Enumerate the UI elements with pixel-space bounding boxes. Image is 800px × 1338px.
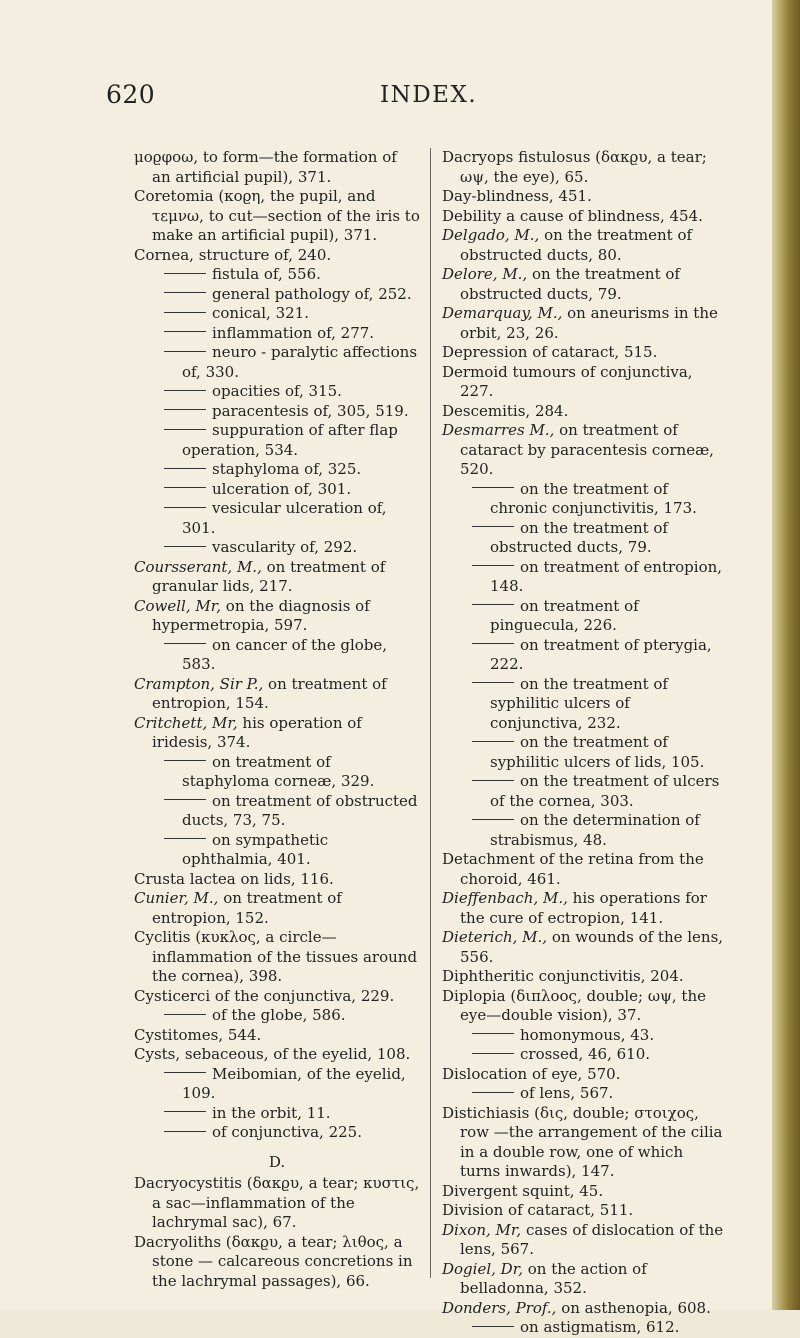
subentry-text: vascularity of, 292.	[212, 538, 358, 556]
subentry-text: fistula of, 556.	[212, 265, 321, 283]
index-subentry	[134, 1065, 420, 1104]
subentry-text: neuro - paralytic affections of, 330.	[182, 343, 418, 381]
entry-text: cases of dislocation of the lens, 567.	[460, 1220, 724, 1258]
index-entry	[442, 850, 726, 889]
repeat-dash	[164, 351, 206, 352]
repeat-dash	[164, 643, 206, 644]
entry-text: Dacryoliths (δακϱυ, a tear; λιθος, a stone — calcareous concretions in the lachrymal passages), 66.	[134, 1232, 413, 1290]
subentry-text: on the treatment of chronic conjunctivitis, 173.	[490, 479, 697, 517]
subentry-text: vesicular ulceration of, 301.	[182, 499, 387, 537]
index-subentry	[134, 265, 420, 285]
repeat-dash	[164, 292, 206, 293]
repeat-dash	[164, 507, 206, 508]
subentry-text: on sympathetic ophthalmia, 401.	[182, 830, 329, 868]
entry-text: Coretomia (κοϱη, the pupil, and τεμνω, to cut—section of the iris to make an artificial pupil), 371.	[134, 187, 420, 244]
index-subentry	[442, 558, 726, 597]
entry-text: Cornea, structure of, 240.	[134, 245, 332, 264]
subentry-text: on the determination of strabismus, 48.	[490, 811, 700, 849]
index-subentry	[134, 1006, 420, 1026]
subentry-text: homonymous, 43.	[520, 1025, 655, 1044]
entry-text: Dislocation of eye, 570.	[442, 1064, 621, 1083]
repeat-dash	[472, 1033, 514, 1034]
author-name: Cunier, M.,	[134, 889, 219, 907]
book-edge	[772, 0, 800, 1310]
page-number: 620	[106, 80, 156, 109]
repeat-dash	[472, 604, 514, 605]
repeat-dash	[164, 331, 206, 332]
index-entry	[442, 187, 726, 207]
repeat-dash	[164, 1072, 206, 1073]
index-entry	[442, 1104, 726, 1182]
index-entry	[442, 343, 726, 363]
index-entry	[134, 987, 420, 1007]
subentry-text: crossed, 46, 610.	[520, 1045, 651, 1063]
subentry-text: ulceration of, 301.	[212, 479, 352, 498]
index-subentry	[134, 1104, 420, 1124]
index-entry	[134, 1174, 420, 1233]
index-entry	[134, 1045, 420, 1065]
entry-text: Dacryocystitis (δακϱυ, a tear; κυστις, a sac—inflammation of the lachrymal sac), 67.	[134, 1174, 420, 1231]
subentry-text: on treatment of obstructed ducts, 73, 75.	[182, 791, 418, 829]
repeat-dash	[472, 565, 514, 566]
index-entry	[442, 1201, 726, 1221]
index-subentry	[442, 597, 726, 636]
index-entry	[134, 187, 420, 246]
entry-text: Depression of cataract, 515.	[442, 343, 658, 361]
entry-text: Dacryops fistulosus (δακϱυ, a tear; ωψ, the eye), 65.	[442, 148, 707, 186]
index-subentry	[134, 480, 420, 500]
repeat-dash	[164, 1014, 206, 1015]
entry-text: Distichiasis (δις, double; στοιχος, row —the arrangement of the cilia in a double row, one of which turns inwards), 147.	[442, 1103, 723, 1180]
entry-text: his operations for the cure of ectropion, 141.	[460, 889, 707, 927]
index-entry	[442, 928, 726, 967]
author-name: Desmarres M.,	[442, 421, 555, 439]
subentry-text: on treatment of entropion, 148.	[490, 557, 723, 595]
subentry-text: Meibomian, of the eyelid, 109.	[182, 1064, 406, 1102]
index-subentry	[134, 538, 420, 558]
index-entry	[442, 1221, 726, 1260]
repeat-dash	[164, 468, 206, 469]
repeat-dash	[164, 760, 206, 761]
entry-text: Cysts, sebaceous, of the eyelid, 108.	[134, 1045, 411, 1063]
entry-text: on the treatment of obstructed ducts, 80.	[460, 226, 693, 264]
subentry-text: on astigmatism, 612.	[520, 1318, 680, 1336]
index-entry	[442, 1299, 726, 1319]
index-subentry	[134, 285, 420, 305]
subentry-text: opacities of, 315.	[212, 382, 342, 400]
index-subentry	[134, 460, 420, 480]
index-subentry	[134, 304, 420, 324]
index-entry	[134, 714, 420, 753]
repeat-dash	[472, 643, 514, 644]
index-subentry	[442, 636, 726, 675]
entry-text: on aneurisms in the orbit, 23, 26.	[460, 304, 718, 342]
index-entry	[134, 928, 420, 987]
index-entry	[442, 304, 726, 343]
index-entry	[442, 967, 726, 987]
subentry-text: general pathology of, 252.	[212, 284, 412, 303]
repeat-dash	[472, 682, 514, 683]
author-name: Coursserant, M.,	[134, 557, 262, 576]
author-name: Dogiel, Dr,	[442, 1259, 523, 1278]
index-entry	[442, 1260, 726, 1299]
index-subentry	[134, 792, 420, 831]
left-column	[134, 148, 420, 1291]
subentry-text: staphyloma of, 325.	[212, 460, 362, 478]
entry-text: on treatment of cataract by paracentesis corneæ, 520.	[460, 421, 714, 478]
index-subentry	[442, 519, 726, 558]
entry-text: on wounds of the lens, 556.	[460, 928, 724, 966]
index-entry	[134, 246, 420, 266]
subentry-text: inflammation of, 277.	[212, 323, 375, 342]
entry-text: Dermoid tumours of conjunctiva, 227.	[442, 362, 693, 400]
index-entry	[442, 987, 726, 1026]
index-subentry	[134, 831, 420, 870]
index-subentry	[442, 1045, 726, 1065]
subentry-text: on treatment of staphyloma corneæ, 329.	[182, 752, 375, 790]
entry-text: on the treatment of obstructed ducts, 79.	[460, 265, 680, 303]
index-subentry	[442, 733, 726, 772]
index-entry	[442, 402, 726, 422]
entry-text: Divergent squint, 45.	[442, 1181, 604, 1200]
entry-text: Cyclitis (κυκλος, a circle—inflammation of the tissues around the cornea), 398.	[134, 928, 418, 985]
index-subentry	[442, 675, 726, 734]
entry-text: on asthenopia, 608.	[556, 1298, 711, 1317]
section-letter: D.	[268, 1152, 286, 1171]
index-entry	[442, 1182, 726, 1202]
index-entry	[134, 148, 420, 187]
index-entry	[134, 558, 420, 597]
repeat-dash	[164, 546, 206, 547]
repeat-dash	[472, 741, 514, 742]
subentry-text: of the globe, 586.	[212, 1006, 346, 1024]
repeat-dash	[164, 838, 206, 839]
repeat-dash	[472, 1092, 514, 1093]
entry-text: μοϱφοω, to form—the formation of an artificial pupil), 371.	[134, 148, 397, 186]
author-name: Crampton, Sir P.,	[134, 674, 264, 693]
entry-text: Diphtheritic conjunctivitis, 204.	[442, 967, 684, 985]
index-entry	[442, 1065, 726, 1085]
index-subentry	[134, 1123, 420, 1143]
entry-text: Debility a cause of blindness, 454.	[442, 206, 703, 225]
subentry-text: of lens, 567.	[520, 1084, 614, 1102]
repeat-dash	[472, 487, 514, 488]
index-entry	[134, 889, 420, 928]
index-subentry	[442, 480, 726, 519]
repeat-dash	[164, 799, 206, 800]
entry-text: Crusta lactea on lids, 116.	[134, 869, 334, 888]
author-name: Dieffenbach, M.,	[442, 889, 568, 907]
subentry-text: on treatment of pterygia, 222.	[490, 635, 712, 673]
author-name: Delgado, M.,	[442, 226, 540, 244]
entry-text: his operation of iridesis, 374.	[152, 713, 362, 751]
index-subentry	[134, 343, 420, 382]
index-entry	[134, 870, 420, 890]
index-entry	[442, 421, 726, 480]
index-subentry	[134, 499, 420, 538]
index-subentry	[442, 772, 726, 811]
author-name: Dixon, Mr,	[442, 1220, 522, 1239]
subentry-text: on treatment of pinguecula, 226.	[490, 596, 639, 634]
repeat-dash	[164, 390, 206, 391]
page-header	[0, 80, 772, 120]
index-entry	[442, 207, 726, 227]
index-subentry	[442, 1026, 726, 1046]
index-subentry	[134, 324, 420, 344]
entry-text: Day-blindness, 451.	[442, 187, 592, 205]
index-entry	[134, 1233, 420, 1292]
repeat-dash	[164, 312, 206, 313]
entry-text: on treatment of granular lids, 217.	[152, 557, 386, 595]
index-entry	[442, 363, 726, 402]
subentry-text: on cancer of the globe, 583.	[182, 635, 388, 673]
index-entry	[442, 889, 726, 928]
entry-text: on the diagnosis of hypermetropia, 597.	[152, 596, 370, 634]
repeat-dash	[472, 526, 514, 527]
entry-text: on the action of belladonna, 352.	[460, 1259, 647, 1297]
right-column	[442, 148, 726, 1338]
running-title: INDEX.	[380, 82, 478, 108]
repeat-dash	[472, 1053, 514, 1054]
index-entry	[442, 148, 726, 187]
index-subentry	[442, 1084, 726, 1104]
entry-text: Cysticerci of the conjunctiva, 229.	[134, 986, 395, 1005]
author-name: Delore, M.,	[442, 265, 528, 283]
entry-text: Descemitis, 284.	[442, 401, 569, 420]
repeat-dash	[472, 819, 514, 820]
subentry-text: on the treatment of syphilitic ulcers of lids, 105.	[490, 733, 705, 771]
index-subentry	[442, 1318, 726, 1338]
entry-text: on treatment of entropion, 154.	[152, 674, 387, 712]
repeat-dash	[164, 409, 206, 410]
subentry-text: on the treatment of syphilitic ulcers of conjunctiva, 232.	[490, 674, 668, 732]
column-divider	[430, 148, 431, 1278]
entry-text: Division of cataract, 511.	[442, 1201, 634, 1219]
repeat-dash	[472, 780, 514, 781]
entry-text: Detachment of the retina from the choroid, 461.	[442, 850, 704, 888]
repeat-dash	[164, 1111, 206, 1112]
index-entry	[442, 226, 726, 265]
repeat-dash	[164, 429, 206, 430]
author-name: Demarquay, M.,	[442, 304, 563, 322]
repeat-dash	[164, 273, 206, 274]
index-entry	[442, 265, 726, 304]
subentry-text: of conjunctiva, 225.	[212, 1123, 362, 1141]
subentry-text: on the treatment of ulcers of the cornea, 303.	[490, 772, 720, 810]
subentry-text: suppuration of after flap operation, 534.	[182, 421, 398, 459]
index-subentry	[134, 753, 420, 792]
author-name: Cowell, Mr,	[134, 596, 222, 615]
repeat-dash	[164, 487, 206, 488]
author-name: Dieterich, M.,	[442, 928, 548, 946]
subentry-text: conical, 321.	[212, 304, 309, 322]
subentry-text: in the orbit, 11.	[212, 1103, 331, 1122]
index-entry	[134, 1026, 420, 1046]
entry-text: on treatment of entropion, 152.	[152, 889, 342, 927]
index-subentry	[442, 811, 726, 850]
repeat-dash	[472, 1326, 514, 1327]
index-subentry	[134, 382, 420, 402]
index-subentry	[134, 421, 420, 460]
subentry-text: on the treatment of obstructed ducts, 79.	[490, 518, 668, 556]
repeat-dash	[164, 1131, 206, 1132]
author-name: Critchett, Mr,	[134, 713, 238, 732]
author-name: Donders, Prof.,	[442, 1298, 557, 1317]
index-entry	[134, 675, 420, 714]
index-entry	[134, 597, 420, 636]
entry-text: Cystitomes, 544.	[134, 1025, 262, 1044]
subentry-text: paracentesis of, 305, 519.	[212, 401, 409, 420]
index-subentry	[134, 636, 420, 675]
index-subentry	[134, 402, 420, 422]
entry-text: Diplopia (διπλοος, double; ωψ, the eye—double vision), 37.	[442, 986, 706, 1024]
